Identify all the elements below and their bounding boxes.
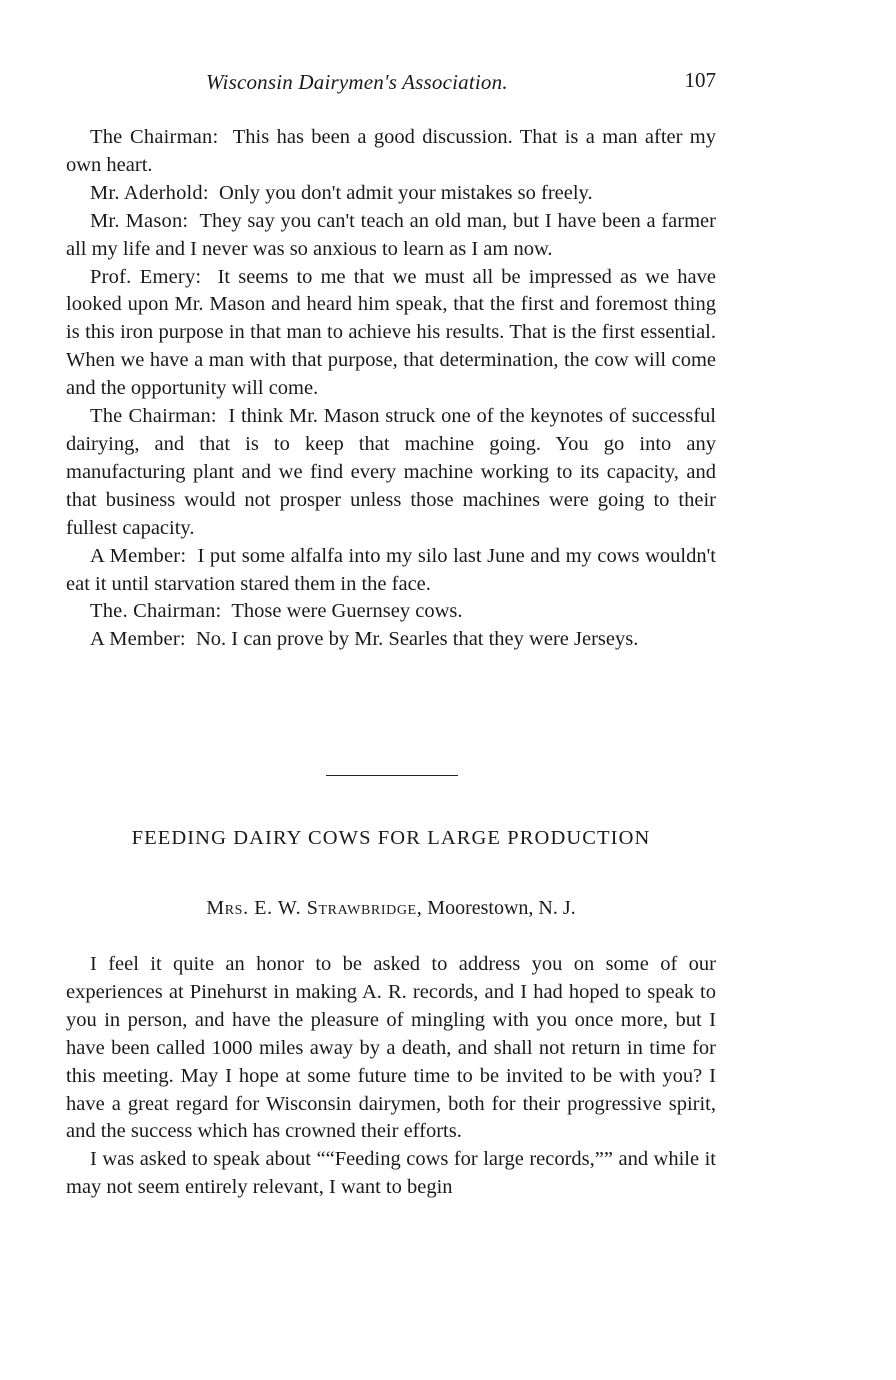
dialogue-paragraph (66, 403, 716, 543)
dialogue-paragraph (66, 598, 716, 626)
speech-text: They say you can't teach an old man, but I have been a farmer all my life and I never was so anxious to learn as I am now. (66, 209, 716, 260)
article-byline (66, 897, 716, 920)
speaker-name: The Chairman: (90, 405, 217, 428)
speaker-name: Mr. Mason: (90, 209, 189, 232)
dialogue-paragraph (66, 264, 716, 404)
page-number: 107 (684, 68, 716, 92)
dialogue-paragraph (66, 180, 716, 208)
section-divider-rule (326, 775, 458, 776)
speech-text: This has been a good discussion. That is a man after my own heart. (66, 126, 717, 176)
discussion-dialogue (66, 124, 716, 654)
author-name: Mrs. E. W. Strawbridge, (206, 897, 423, 919)
dialogue-paragraph (66, 208, 716, 264)
running-head (66, 70, 716, 100)
speaker-name: The Chairman: (90, 126, 219, 148)
speaker-name: A Member: (90, 628, 186, 651)
speaker-name: Mr. Aderhold: (90, 181, 209, 204)
speech-text: I think Mr. Mason struck one of the keynotes of successful dairying, and that is to keep that machine going. You go into any manufacturing plant and we find every machine working to its capacity, and that business would not prosper unless those machines were going to their fullest capacity. (66, 405, 716, 539)
running-title: Wisconsin Dairymen's Association. (206, 70, 508, 94)
dialogue-paragraph (66, 124, 716, 180)
speech-text: It seems to me that we must all be impressed as we have looked upon Mr. Mason and heard him speak, that the first and foremost thing is this iron purpose in that man to achieve his results. That is the first essential. When we have a man with that purpose, that determination, the cow will come and the opportunity will come. (66, 265, 717, 400)
author-location: Moorestown, N. J. (427, 897, 576, 919)
speaker-name: The. Chairman: (90, 600, 222, 623)
speech-text: Only you don't admit your mistakes so freely. (219, 181, 593, 204)
body-paragraph: I feel it quite an honor to be asked to address you on some of our experiences at Pinehurst in making A. R. records, and I had hoped to speak to you in person, and have the pleasure of mingling with you once more, but I have been called 1000 miles away by a death, and shall not return in time for this meeting. May I hope at some future time to be invited to be with you? I have a great regard for Wisconsin dairymen, both for their progressive spirit, and the success which has crowned their efforts. (66, 953, 716, 1143)
speaker-name: A Member: (90, 544, 187, 567)
article-body (66, 951, 716, 1202)
speaker-name: Prof. Emery: (90, 265, 202, 288)
dialogue-paragraph (66, 626, 716, 654)
speech-text: No. I can prove by Mr. Searles that they were Jerseys. (196, 628, 639, 651)
body-paragraph: I was asked to speak about ““Feeding cows for large records,”” and while it may not seem entirely relevant, I want to begin (66, 1148, 716, 1199)
speech-text: I put some alfalfa into my silo last June and my cows wouldn't eat it until starvation stared them in the face. (66, 544, 717, 595)
speech-text: Those were Guernsey cows. (231, 600, 463, 623)
article-title: FEEDING DAIRY COWS FOR LARGE PRODUCTION (131, 827, 651, 849)
dialogue-paragraph (66, 543, 716, 599)
